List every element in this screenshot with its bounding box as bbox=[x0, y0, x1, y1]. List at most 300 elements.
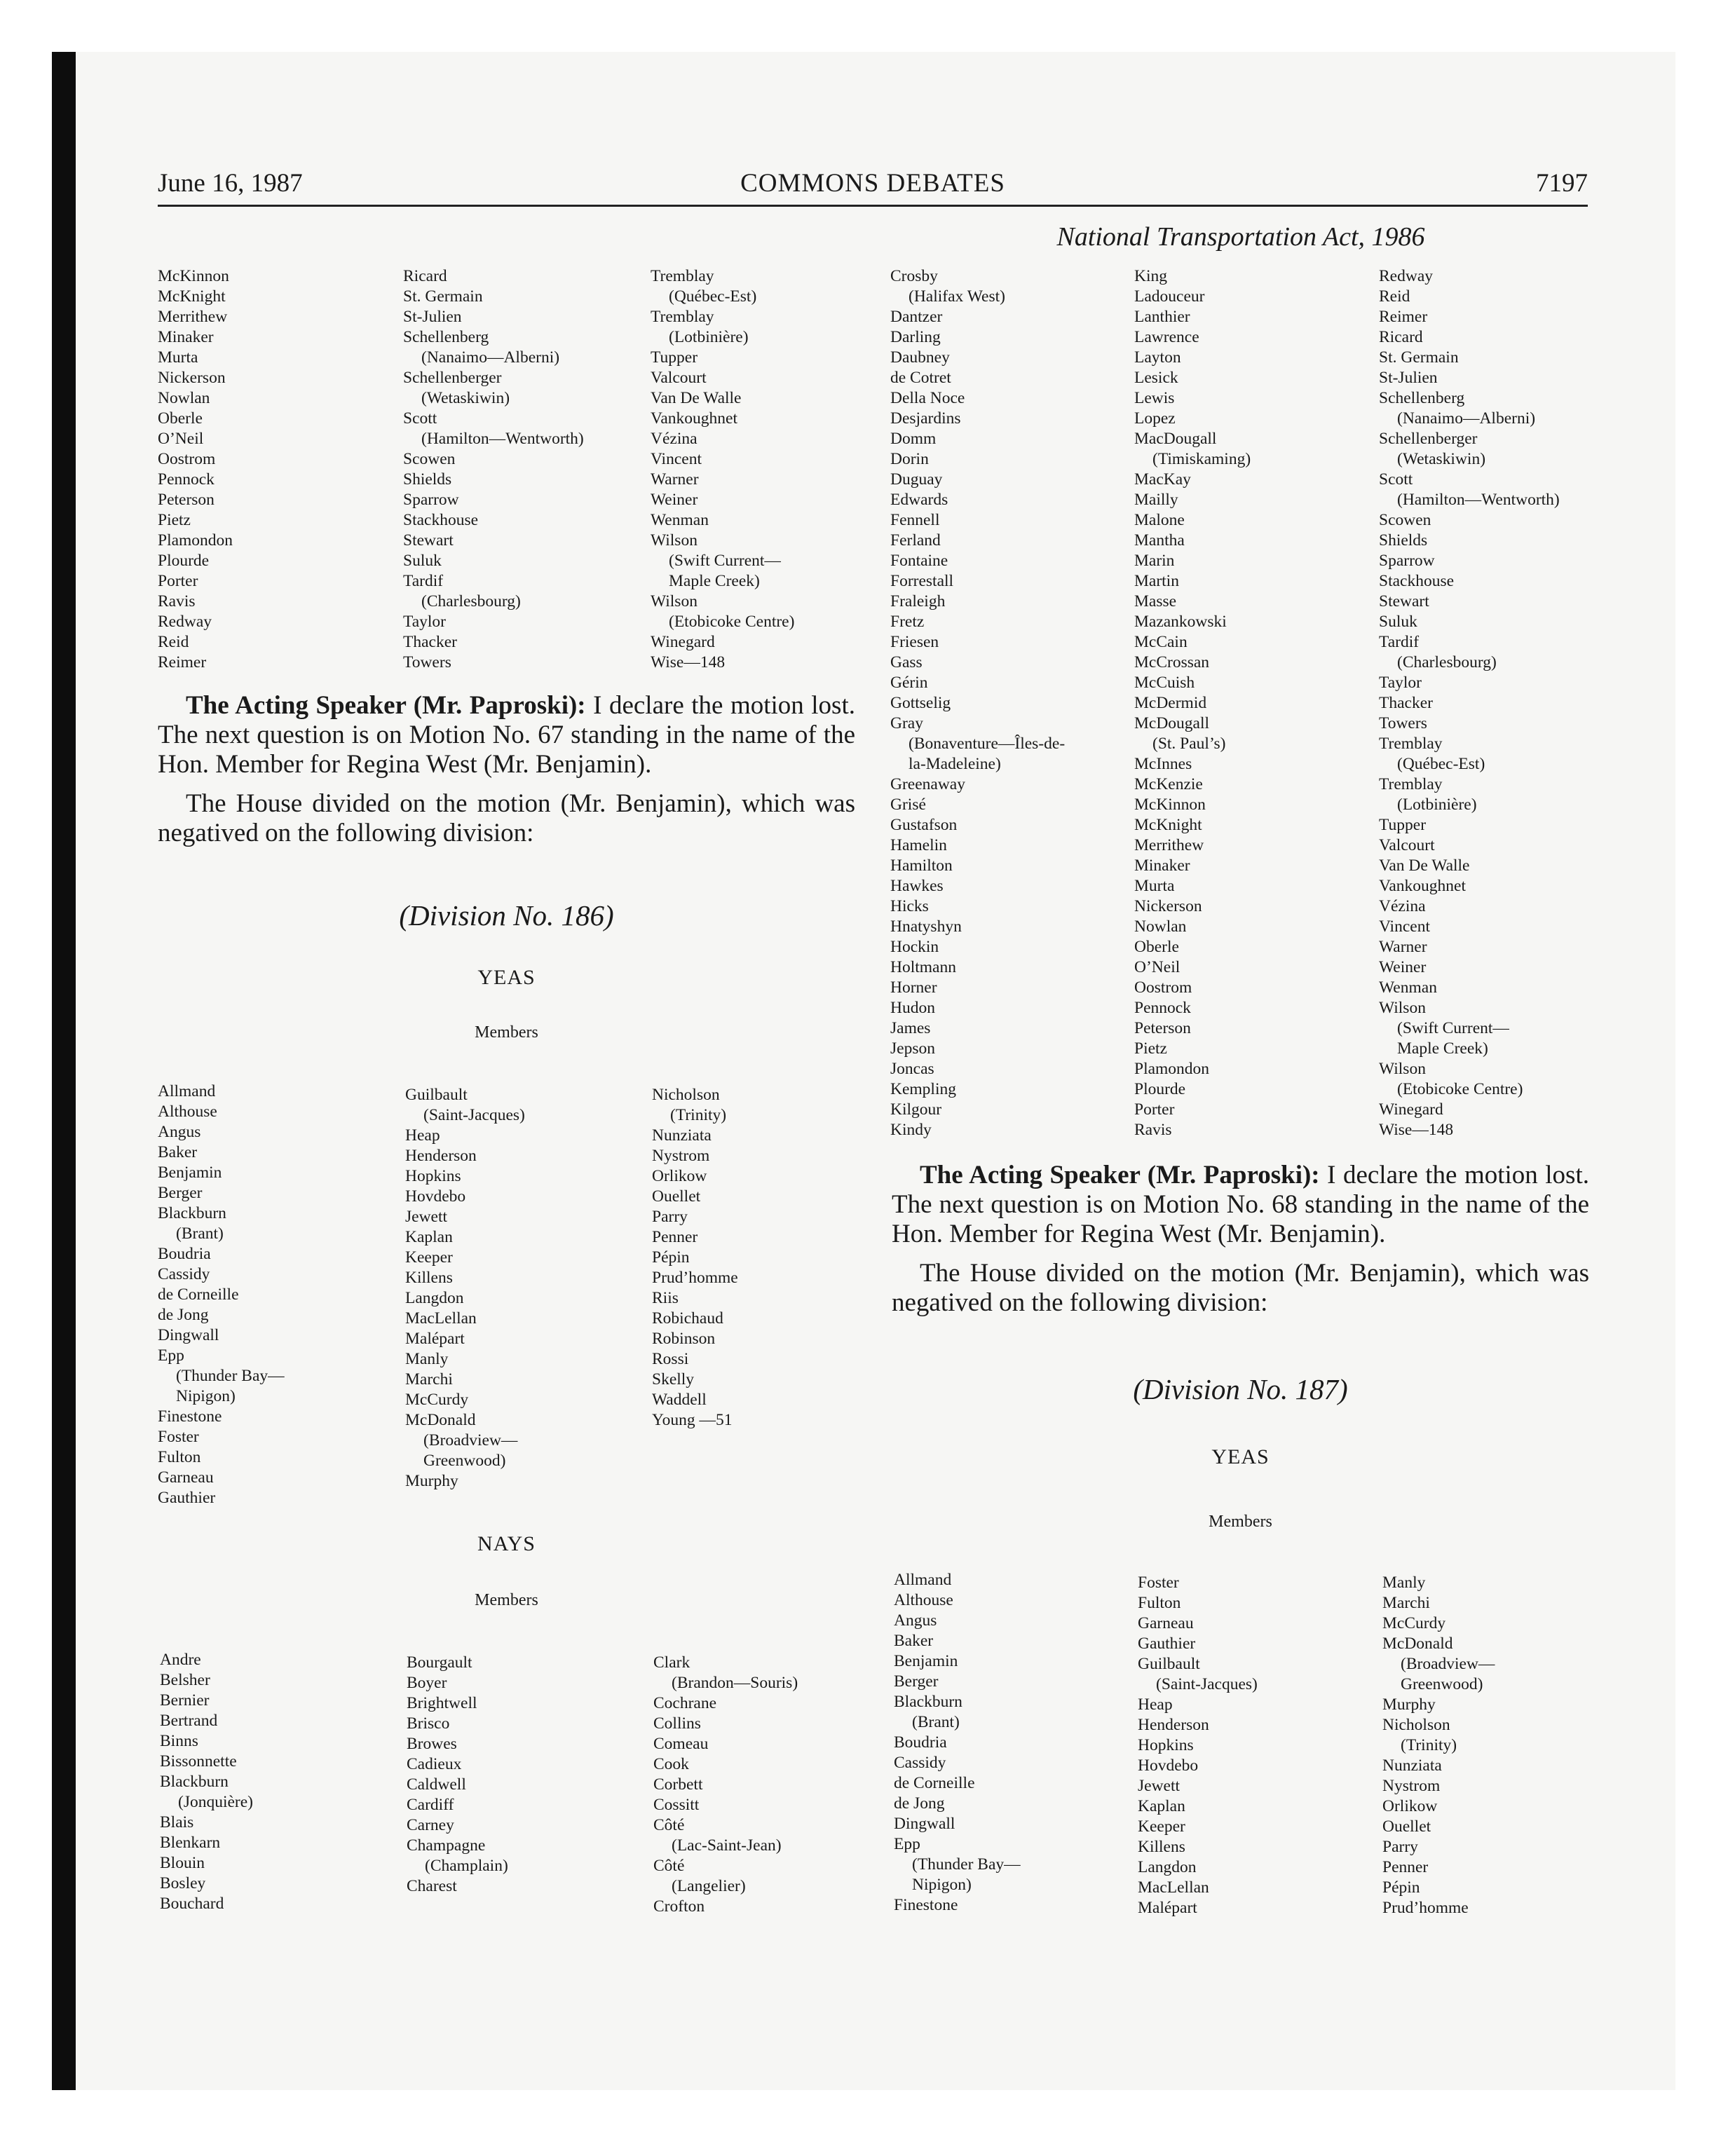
member-name: Marchi bbox=[405, 1370, 453, 1389]
speaker-paragraph-1 bbox=[158, 691, 855, 779]
member-name: Young —51 bbox=[652, 1411, 733, 1429]
member-name: Lopez bbox=[1134, 409, 1176, 428]
member-name: McDonald bbox=[1382, 1635, 1453, 1653]
member-name: St-Julien bbox=[403, 308, 462, 326]
member-name: Thacker bbox=[403, 633, 457, 651]
member-riding: Maple Creek) bbox=[1397, 1039, 1488, 1058]
member-riding: (Québec-Est) bbox=[669, 287, 757, 306]
member-name: Peterson bbox=[1134, 1019, 1191, 1037]
member-name: Scowen bbox=[403, 450, 456, 468]
member-name: Guilbault bbox=[405, 1086, 468, 1104]
member-name: Gustafson bbox=[890, 816, 958, 834]
member-name: Joncas bbox=[890, 1060, 934, 1078]
member-name: Vankoughnet bbox=[651, 409, 738, 428]
member-name: Stackhouse bbox=[403, 511, 479, 529]
member-name: McDermid bbox=[1134, 694, 1207, 712]
member-name: Blouin bbox=[160, 1854, 205, 1872]
member-name: Cochrane bbox=[653, 1694, 717, 1712]
member-name: Nicholson bbox=[1382, 1716, 1450, 1734]
member-name: Gass bbox=[890, 653, 923, 671]
member-name: Bernier bbox=[160, 1691, 210, 1710]
member-riding: (Saint-Jacques) bbox=[423, 1106, 525, 1124]
member-name: Berger bbox=[158, 1184, 203, 1202]
members-heading-187: Members bbox=[1209, 1513, 1272, 1531]
member-name: Robichaud bbox=[652, 1309, 723, 1328]
member-name: Epp bbox=[894, 1835, 920, 1853]
member-riding: (Wetaskiwin) bbox=[1397, 450, 1486, 468]
member-name: Angus bbox=[894, 1611, 937, 1630]
member-name: Marin bbox=[1134, 552, 1175, 570]
member-name: Guilbault bbox=[1138, 1655, 1200, 1673]
member-name: Côté bbox=[653, 1857, 685, 1875]
member-riding: la-Madeleine) bbox=[909, 755, 1001, 773]
member-name: Peterson bbox=[158, 491, 215, 509]
nays-members-heading-186: Members bbox=[475, 1591, 538, 1609]
member-name: Kaplan bbox=[1138, 1797, 1185, 1815]
division-title-186: (Division No. 186) bbox=[399, 899, 614, 932]
member-name: Comeau bbox=[653, 1735, 709, 1753]
member-riding: (Champlain) bbox=[425, 1857, 508, 1875]
member-name: Domm bbox=[890, 430, 937, 448]
header-date: June 16, 1987 bbox=[158, 169, 303, 198]
member-name: Vincent bbox=[651, 450, 702, 468]
member-name: Reid bbox=[1379, 287, 1410, 306]
member-name: de Jong bbox=[158, 1306, 209, 1324]
member-riding: (Thunder Bay— bbox=[912, 1855, 1021, 1874]
member-name: MacKay bbox=[1134, 470, 1191, 489]
member-name: Keeper bbox=[405, 1248, 453, 1267]
member-name: Ricard bbox=[403, 267, 447, 285]
member-name: Gray bbox=[890, 714, 923, 732]
member-name: Fulton bbox=[158, 1448, 201, 1466]
member-name: Malépart bbox=[1138, 1899, 1197, 1917]
member-name: Garneau bbox=[158, 1468, 214, 1487]
member-riding: (Lotbinière) bbox=[1397, 796, 1477, 814]
member-name: Bouchard bbox=[160, 1895, 224, 1913]
member-riding: Greenwood) bbox=[423, 1452, 506, 1470]
member-riding: (Brant) bbox=[912, 1713, 960, 1731]
member-name: Penner bbox=[652, 1228, 698, 1246]
yeas-heading-187: YEAS bbox=[1211, 1445, 1270, 1468]
member-riding: (Québec-Est) bbox=[1397, 755, 1485, 773]
member-riding: (Bonaventure—Îles-de- bbox=[909, 735, 1066, 753]
member-name: Horner bbox=[890, 978, 937, 997]
member-name: Henderson bbox=[1138, 1716, 1209, 1734]
member-name: Tremblay bbox=[651, 267, 714, 285]
member-name: Pépin bbox=[652, 1248, 690, 1267]
member-name: Keeper bbox=[1138, 1817, 1185, 1836]
member-name: Porter bbox=[158, 572, 198, 590]
member-name: Corbett bbox=[653, 1775, 703, 1794]
member-name: Winegard bbox=[1379, 1100, 1443, 1119]
member-name: Blais bbox=[160, 1813, 194, 1831]
member-name: Dingwall bbox=[158, 1326, 219, 1344]
division-intro-2: The House divided on the motion (Mr. Benjamin), which was negatived on the following division: bbox=[892, 1259, 1589, 1317]
member-name: Allmand bbox=[158, 1082, 216, 1100]
member-name: Oberle bbox=[158, 409, 203, 428]
member-name: Carney bbox=[407, 1816, 454, 1834]
member-riding: (Etobicoke Centre) bbox=[669, 613, 795, 631]
member-name: Schellenberg bbox=[403, 328, 489, 346]
member-name: Manly bbox=[405, 1350, 449, 1368]
member-name: Vankoughnet bbox=[1379, 877, 1467, 895]
member-riding: Maple Creek) bbox=[669, 572, 760, 590]
member-name: Minaker bbox=[1134, 857, 1190, 875]
member-riding: (Hamilton—Wentworth) bbox=[421, 430, 584, 448]
member-name: Binns bbox=[160, 1732, 198, 1750]
member-name: Stewart bbox=[1379, 592, 1429, 610]
member-name: Brightwell bbox=[407, 1694, 477, 1712]
member-name: Malépart bbox=[405, 1330, 465, 1348]
member-name: Towers bbox=[403, 653, 451, 671]
member-name: Layton bbox=[1134, 348, 1181, 367]
member-list-col bbox=[1379, 266, 1560, 1140]
member-name: Duguay bbox=[890, 470, 943, 489]
member-name: Blackburn bbox=[894, 1693, 962, 1711]
member-name: Porter bbox=[1134, 1100, 1175, 1119]
member-name: Bourgault bbox=[407, 1653, 472, 1672]
member-name: King bbox=[1134, 267, 1167, 285]
member-name: Gauthier bbox=[158, 1489, 216, 1507]
member-riding: (Langelier) bbox=[672, 1877, 746, 1895]
member-riding: (Swift Current— bbox=[1397, 1019, 1509, 1037]
member-name: Tremblay bbox=[1379, 735, 1443, 753]
member-name: O’Neil bbox=[158, 430, 204, 448]
member-name: Winegard bbox=[651, 633, 715, 651]
member-name: MacDougall bbox=[1134, 430, 1217, 448]
member-name: Suluk bbox=[403, 552, 442, 570]
member-name: St-Julien bbox=[1379, 369, 1438, 387]
member-name: McDonald bbox=[405, 1411, 476, 1429]
member-name: Riis bbox=[652, 1289, 679, 1307]
member-name: Collins bbox=[653, 1714, 701, 1733]
member-riding: (Nanaimo—Alberni) bbox=[1397, 409, 1536, 428]
member-riding: (Etobicoke Centre) bbox=[1397, 1080, 1523, 1098]
member-riding: (Thunder Bay— bbox=[176, 1367, 285, 1385]
member-name: Greenaway bbox=[890, 775, 965, 793]
member-name: Redway bbox=[158, 613, 212, 631]
member-name: Belsher bbox=[160, 1671, 210, 1689]
member-name: Lesick bbox=[1134, 369, 1178, 387]
member-name: Epp bbox=[158, 1346, 184, 1365]
member-name: Hockin bbox=[890, 938, 939, 956]
yeas-187-col bbox=[1382, 1573, 1495, 1918]
member-name: Kempling bbox=[890, 1080, 956, 1098]
member-name: McKinnon bbox=[1134, 796, 1206, 814]
member-name: Blackburn bbox=[160, 1773, 229, 1791]
member-name: Orlikow bbox=[652, 1167, 707, 1185]
running-title: National Transportation Act, 1986 bbox=[1056, 222, 1425, 252]
member-name: Schellenberger bbox=[403, 369, 502, 387]
member-name: Finestone bbox=[894, 1896, 958, 1914]
member-name: Finestone bbox=[158, 1407, 222, 1426]
member-name: Scott bbox=[1379, 470, 1413, 489]
member-name: Foster bbox=[158, 1428, 199, 1446]
member-name: Orlikow bbox=[1382, 1797, 1438, 1815]
member-name: Vincent bbox=[1379, 917, 1430, 936]
member-name: Nowlan bbox=[158, 389, 210, 407]
member-name: Hawkes bbox=[890, 877, 944, 895]
member-name: Murta bbox=[1134, 877, 1175, 895]
member-name: McCurdy bbox=[405, 1391, 469, 1409]
member-name: Boudria bbox=[158, 1245, 211, 1263]
member-name: Plamondon bbox=[1134, 1060, 1210, 1078]
member-name: Gauthier bbox=[1138, 1635, 1196, 1653]
member-name: Merrithew bbox=[1134, 836, 1204, 854]
member-riding: (Charlesbourg) bbox=[1397, 653, 1497, 671]
member-name: Gérin bbox=[890, 674, 928, 692]
member-name: Valcourt bbox=[651, 369, 707, 387]
member-name: Ravis bbox=[1134, 1121, 1172, 1139]
member-name: Dantzer bbox=[890, 308, 943, 326]
member-name: Cardiff bbox=[407, 1796, 454, 1814]
member-name: Wilson bbox=[1379, 1060, 1426, 1078]
member-list-col bbox=[651, 266, 794, 673]
member-name: Warner bbox=[1379, 938, 1427, 956]
member-name: Cook bbox=[653, 1755, 689, 1773]
speaker-name: The Acting Speaker (Mr. Paproski): bbox=[920, 1161, 1320, 1189]
member-name: MacLellan bbox=[405, 1309, 477, 1328]
member-name: Wenman bbox=[1379, 978, 1437, 997]
division-title-187: (Division No. 187) bbox=[1133, 1373, 1348, 1405]
yeas-186-col bbox=[652, 1085, 738, 1431]
member-name: Parry bbox=[652, 1208, 688, 1226]
member-name: Lanthier bbox=[1134, 308, 1190, 326]
member-name: Nystrom bbox=[1382, 1777, 1441, 1795]
member-name: Merrithew bbox=[158, 308, 228, 326]
member-name: Tremblay bbox=[651, 308, 714, 326]
member-name: Benjamin bbox=[158, 1164, 222, 1182]
member-name: Edwards bbox=[890, 491, 948, 509]
member-name: Cassidy bbox=[158, 1265, 210, 1283]
member-name: Parry bbox=[1382, 1838, 1418, 1856]
member-name: Wise—148 bbox=[651, 653, 726, 671]
speaker-text: I declare the motion lost. The next question is on Motion No. 67 standing in the name of the Hon. Member for Regina West (Mr. Benjamin). bbox=[158, 691, 855, 779]
member-name: Reimer bbox=[158, 653, 207, 671]
member-name: Gottselig bbox=[890, 694, 951, 712]
member-name: McCuish bbox=[1134, 674, 1195, 692]
member-name: Althouse bbox=[894, 1591, 953, 1609]
member-name: Malone bbox=[1134, 511, 1185, 529]
member-name: Vézina bbox=[1379, 897, 1426, 915]
member-name: Killens bbox=[405, 1269, 453, 1287]
member-name: Heap bbox=[405, 1126, 440, 1145]
member-name: Lawrence bbox=[1134, 328, 1199, 346]
header-title: COMMONS DEBATES bbox=[740, 169, 1005, 198]
member-name: Suluk bbox=[1379, 613, 1417, 631]
member-name: Lewis bbox=[1134, 389, 1175, 407]
speaker-paragraph-2 bbox=[892, 1161, 1589, 1249]
member-name: Robinson bbox=[652, 1330, 716, 1348]
member-name: Crofton bbox=[653, 1897, 705, 1916]
member-name: Grisé bbox=[890, 796, 926, 814]
member-name: Ladouceur bbox=[1134, 287, 1205, 306]
member-name: Caldwell bbox=[407, 1775, 466, 1794]
member-name: Scott bbox=[403, 409, 437, 428]
member-name: Tardif bbox=[1379, 633, 1420, 651]
member-name: Stackhouse bbox=[1379, 572, 1455, 590]
member-name: Van De Walle bbox=[651, 389, 742, 407]
member-name: Fulton bbox=[1138, 1594, 1181, 1612]
member-name: de Jong bbox=[894, 1794, 945, 1813]
member-name: Crosby bbox=[890, 267, 938, 285]
member-name: Minaker bbox=[158, 328, 214, 346]
member-name: Pietz bbox=[158, 511, 191, 529]
nays-heading-186: NAYS bbox=[477, 1532, 536, 1555]
nays-186-col bbox=[653, 1653, 798, 1917]
member-name: James bbox=[890, 1019, 931, 1037]
member-name: Langdon bbox=[1138, 1858, 1197, 1876]
member-riding: (Brant) bbox=[176, 1224, 224, 1243]
member-name: Kindy bbox=[890, 1121, 932, 1139]
member-name: McDougall bbox=[1134, 714, 1210, 732]
member-name: Oostrom bbox=[1134, 978, 1192, 997]
member-name: Della Noce bbox=[890, 389, 965, 407]
member-name: Wenman bbox=[651, 511, 709, 529]
member-riding: (Halifax West) bbox=[909, 287, 1005, 306]
member-name: Murphy bbox=[405, 1472, 458, 1490]
member-list-col bbox=[890, 266, 1065, 1140]
member-name: Browes bbox=[407, 1735, 457, 1753]
member-name: Andre bbox=[160, 1651, 201, 1669]
member-name: Hopkins bbox=[405, 1167, 461, 1185]
member-name: McKinnon bbox=[158, 267, 229, 285]
member-name: Boudria bbox=[894, 1733, 947, 1752]
member-name: Wilson bbox=[651, 592, 698, 610]
member-name: St. Germain bbox=[403, 287, 483, 306]
member-name: Holtmann bbox=[890, 958, 956, 976]
member-name: Martin bbox=[1134, 572, 1179, 590]
member-name: Oostrom bbox=[158, 450, 216, 468]
member-name: Fennell bbox=[890, 511, 940, 529]
member-name: Reimer bbox=[1379, 308, 1428, 326]
member-riding: (Jonquière) bbox=[178, 1793, 254, 1811]
member-name: Hopkins bbox=[1138, 1736, 1194, 1754]
member-name: Blackburn bbox=[158, 1204, 226, 1222]
member-name: Côté bbox=[653, 1816, 685, 1834]
member-name: Plamondon bbox=[158, 531, 233, 550]
member-riding: (Timiskaming) bbox=[1152, 450, 1251, 468]
member-name: Blenkarn bbox=[160, 1834, 221, 1852]
member-name: Weiner bbox=[1379, 958, 1427, 976]
member-name: Reid bbox=[158, 633, 189, 651]
member-name: Stewart bbox=[403, 531, 454, 550]
member-riding: (Lotbinière) bbox=[669, 328, 749, 346]
member-name: Schellenberg bbox=[1379, 389, 1465, 407]
yeas-186-col bbox=[158, 1082, 285, 1508]
member-name: Ouellet bbox=[652, 1187, 701, 1206]
member-name: Mazankowski bbox=[1134, 613, 1227, 631]
member-name: Althouse bbox=[158, 1103, 217, 1121]
member-riding: (St. Paul’s) bbox=[1152, 735, 1226, 753]
member-name: Prud’homme bbox=[1382, 1899, 1469, 1917]
member-name: Baker bbox=[158, 1143, 198, 1161]
member-name: Allmand bbox=[894, 1571, 952, 1589]
member-name: Cadieux bbox=[407, 1755, 462, 1773]
member-riding: (Hamilton—Wentworth) bbox=[1397, 491, 1560, 509]
speaker-text: I declare the motion lost. The next question is on Motion No. 68 standing in the name of the Hon. Member for Regina West (Mr. Benjamin). bbox=[892, 1161, 1589, 1248]
member-name: Killens bbox=[1138, 1838, 1185, 1856]
member-name: Ravis bbox=[158, 592, 196, 610]
member-riding: (Brandon—Souris) bbox=[672, 1674, 798, 1692]
member-name: de Cotret bbox=[890, 369, 951, 387]
member-name: Cossitt bbox=[653, 1796, 700, 1814]
member-name: Mailly bbox=[1134, 491, 1178, 509]
member-riding: (Broadview— bbox=[423, 1431, 518, 1449]
member-name: Jewett bbox=[1138, 1777, 1181, 1795]
member-name: Pennock bbox=[158, 470, 215, 489]
member-name: Marchi bbox=[1382, 1594, 1430, 1612]
member-name: Pennock bbox=[1134, 999, 1191, 1017]
member-name: Nickerson bbox=[158, 369, 226, 387]
member-name: Champagne bbox=[407, 1836, 486, 1855]
member-riding: (Trinity) bbox=[670, 1106, 727, 1124]
member-riding: (Lac-Saint-Jean) bbox=[672, 1836, 782, 1855]
member-list-col bbox=[158, 266, 233, 673]
member-name: Hudon bbox=[890, 999, 935, 1017]
member-name: Forrestall bbox=[890, 572, 954, 590]
member-name: Friesen bbox=[890, 633, 939, 651]
member-name: Taylor bbox=[1379, 674, 1422, 692]
yeas-187-col bbox=[1138, 1573, 1258, 1918]
member-riding: (Nanaimo—Alberni) bbox=[421, 348, 560, 367]
division-intro-1: The House divided on the motion (Mr. Benjamin), which was negatived on the following division: bbox=[158, 789, 855, 847]
member-riding: Nipigon) bbox=[176, 1387, 236, 1405]
member-name: Ferland bbox=[890, 531, 941, 550]
member-name: Tupper bbox=[1379, 816, 1427, 834]
member-name: de Corneille bbox=[894, 1774, 975, 1792]
member-name: Weiner bbox=[651, 491, 698, 509]
member-name: Thacker bbox=[1379, 694, 1433, 712]
member-name: Nowlan bbox=[1134, 917, 1187, 936]
member-name: Scowen bbox=[1379, 511, 1431, 529]
member-riding: (Saint-Jacques) bbox=[1156, 1675, 1258, 1693]
member-name: Benjamin bbox=[894, 1652, 958, 1670]
member-name: Langdon bbox=[405, 1289, 464, 1307]
member-name: Ricard bbox=[1379, 328, 1423, 346]
member-riding: (Wetaskiwin) bbox=[421, 389, 510, 407]
yeas-186-col bbox=[405, 1085, 525, 1492]
member-name: Shields bbox=[1379, 531, 1428, 550]
member-name: Garneau bbox=[1138, 1614, 1194, 1632]
member-name: O’Neil bbox=[1134, 958, 1181, 976]
member-name: Plourde bbox=[158, 552, 210, 570]
member-name: Hamelin bbox=[890, 836, 947, 854]
member-name: Valcourt bbox=[1379, 836, 1435, 854]
member-name: Penner bbox=[1382, 1858, 1429, 1876]
member-riding: (Broadview— bbox=[1401, 1655, 1495, 1673]
member-name: Cassidy bbox=[894, 1754, 946, 1772]
member-name: Sparrow bbox=[403, 491, 459, 509]
member-name: Nunziata bbox=[652, 1126, 712, 1145]
member-name: Fretz bbox=[890, 613, 925, 631]
member-name: Pietz bbox=[1134, 1039, 1167, 1058]
member-name: McCain bbox=[1134, 633, 1188, 651]
member-name: Heap bbox=[1138, 1696, 1173, 1714]
members-heading-186: Members bbox=[475, 1023, 538, 1042]
member-riding: Nipigon) bbox=[912, 1876, 972, 1894]
member-name: McInnes bbox=[1134, 755, 1192, 773]
member-name: Henderson bbox=[405, 1147, 477, 1165]
member-name: Charest bbox=[407, 1877, 457, 1895]
member-name: Sparrow bbox=[1379, 552, 1435, 570]
member-riding: (Charlesbourg) bbox=[421, 592, 521, 610]
member-riding: (Trinity) bbox=[1401, 1736, 1457, 1754]
member-name: Foster bbox=[1138, 1574, 1179, 1592]
member-name: McKnight bbox=[1134, 816, 1202, 834]
binding-edge bbox=[52, 52, 76, 2090]
member-name: Hnatyshyn bbox=[890, 917, 962, 936]
